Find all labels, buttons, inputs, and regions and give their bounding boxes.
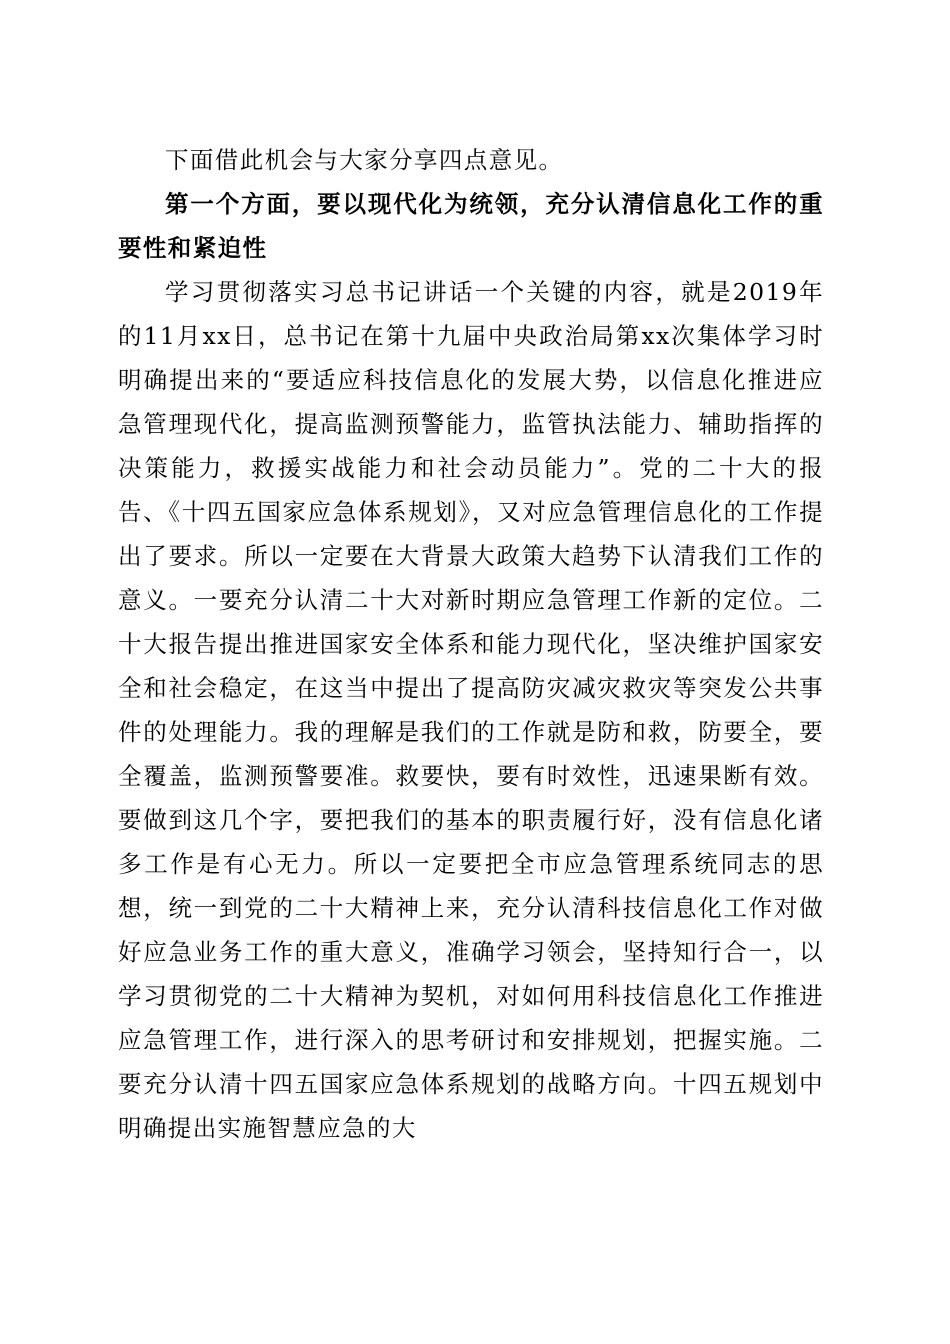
document-body — [118, 138, 824, 1150]
body-paragraph: 学习贯彻落实习总书记讲话一个关键的内容，就是2019年的11月xx日，总书记在第十九届中央政治局第xx次集体学习时明确提出来的“要适应科技信息化的发展大势，以信息化推进应急管理现代化，提高监测预警能力，监管执法能力、辅助指挥的决策能力，救援实战能力和社会动员能力”。党的二十大的报告、《十四五国家应急体系规划》，又对应急管理信息化的工作提出了要求。所以一定要在大背景大政策大趋势下认清我们工作的意义。一要充分认清二十大对新时期应急管理工作新的定位。二十大报告提出推进国家安全体系和能力现代化，坚决维护国家安全和社会稳定，在这当中提出了提高防灾减灾救灾等突发公共事件的处理能力。我的理解是我们的工作就是防和救，防要全，要全覆盖，监测预警要准。救要快，要有时效性，迅速果断有效。要做到这几个字，要把我们的基本的职责履行好，没有信息化诸多工作是有心无力。所以一定要把全市应急管理系统同志的思想，统一到党的二十大精神上来，充分认清科技信息化工作对做好应急业务工作的重大意义，准确学习领会，坚持知行合一，以学习贯彻党的二十大精神为契机，对如何用科技信息化工作推进应急管理工作，进行深入的思考研讨和安排规划，把握实施。二要充分认清十四五国家应急体系规划的战略方向。十四五规划中明确提出实施智慧应急的大 — [118, 278, 824, 1142]
intro-paragraph: 下面借此机会与大家分享四点意见。 — [165, 146, 564, 174]
section-heading: 第一个方面，要以现代化为统领，充分认清信息化工作的重要性和紧迫性 — [118, 190, 824, 262]
